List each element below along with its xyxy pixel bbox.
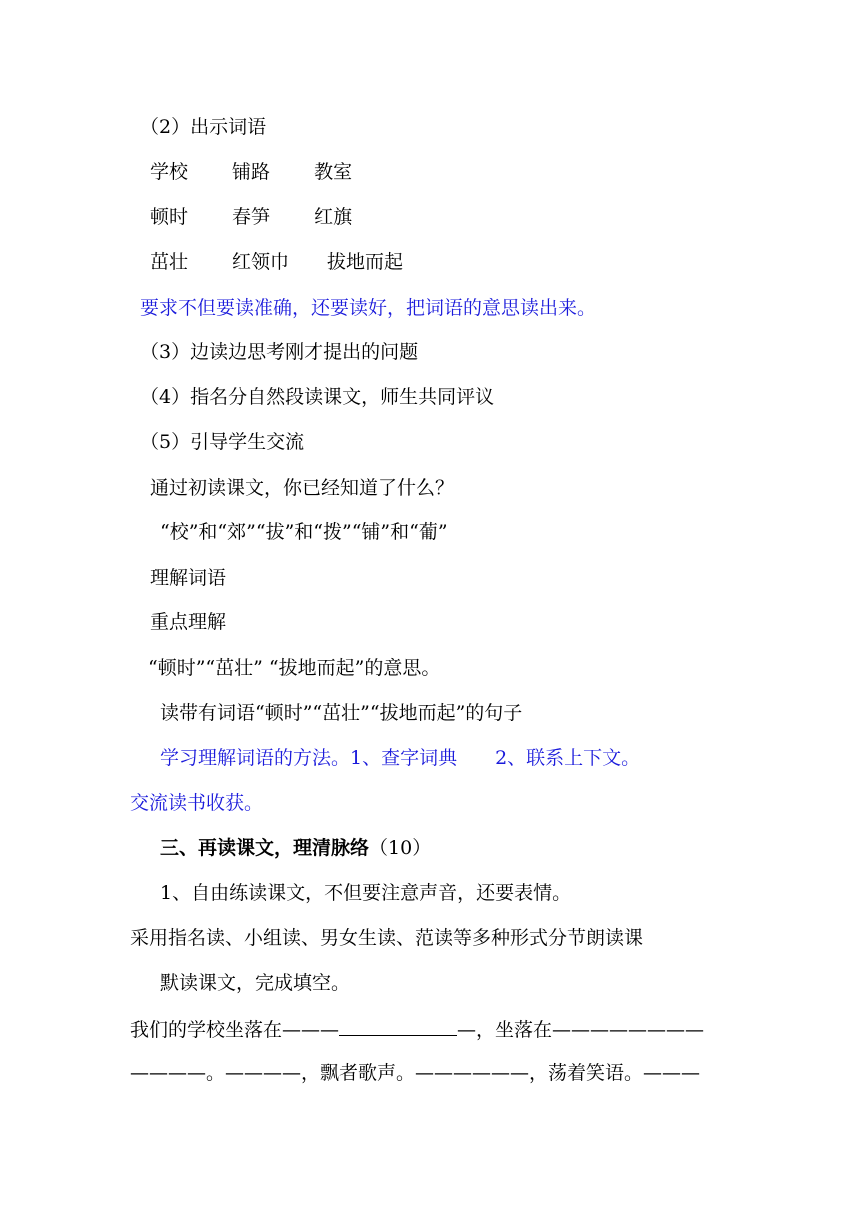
reading-forms: 采用指名读、小组读、男女生读、范读等多种形式分节朗读课: [130, 927, 644, 949]
read-sentences: 读带有词语“顿时”“茁壮”“拔地而起”的句子: [160, 702, 523, 724]
fill-blank-text-a: 我们的学校坐落在———: [130, 1019, 340, 1041]
subheading-show-words: （2）出示词语: [140, 116, 267, 138]
question-line: 通过初读课文，你已经知道了什么？: [150, 477, 455, 499]
share-gains: 交流读书收获。: [130, 792, 264, 814]
fill-blank-line-1: [130, 1017, 704, 1042]
key-words-meaning: “顿时”“茁壮” “拔地而起”的意思。: [148, 657, 441, 679]
fill-blank-line-2: ————。————，飘者歌声。——————，荡着笑语。———: [130, 1062, 701, 1084]
word-row-3: 茁壮 红领巾 拔地而起: [150, 251, 404, 273]
step-4: （4）指名分自然段读课文，师生共同评议: [140, 386, 495, 408]
fill-blank-underline: [339, 1017, 457, 1036]
section-3-minutes: （10）: [369, 837, 432, 859]
understand-words: 理解词语: [150, 567, 227, 589]
step-3: （3）边读边思考刚才提出的问题: [140, 341, 419, 363]
free-reading-instruction: 1、自由练读课文，不但要注意声音，还要表情。: [160, 882, 572, 904]
section-3-title: 三、再读课文，理清脉络: [160, 837, 370, 859]
section-3-heading: [160, 836, 431, 860]
word-learning-methods: 学习理解词语的方法。1、查字词典 2、联系上下文。: [160, 747, 641, 769]
word-row-1: 学校 铺路 教室: [150, 161, 353, 183]
key-understanding: 重点理解: [150, 611, 227, 633]
step-5: （5）引导学生交流: [140, 431, 305, 453]
reading-requirement: 要求不但要读准确，还要读好，把词语的意思读出来。: [140, 297, 597, 319]
word-row-2: 顿时 春笋 红旗: [150, 206, 353, 228]
fill-blank-instruction: 默读课文，完成填空。: [160, 972, 351, 994]
character-pairs: “校”和“郊”“拔”和“拨”“铺”和“葡”: [160, 521, 448, 543]
fill-blank-text-b: —，坐落在————————: [457, 1019, 705, 1041]
